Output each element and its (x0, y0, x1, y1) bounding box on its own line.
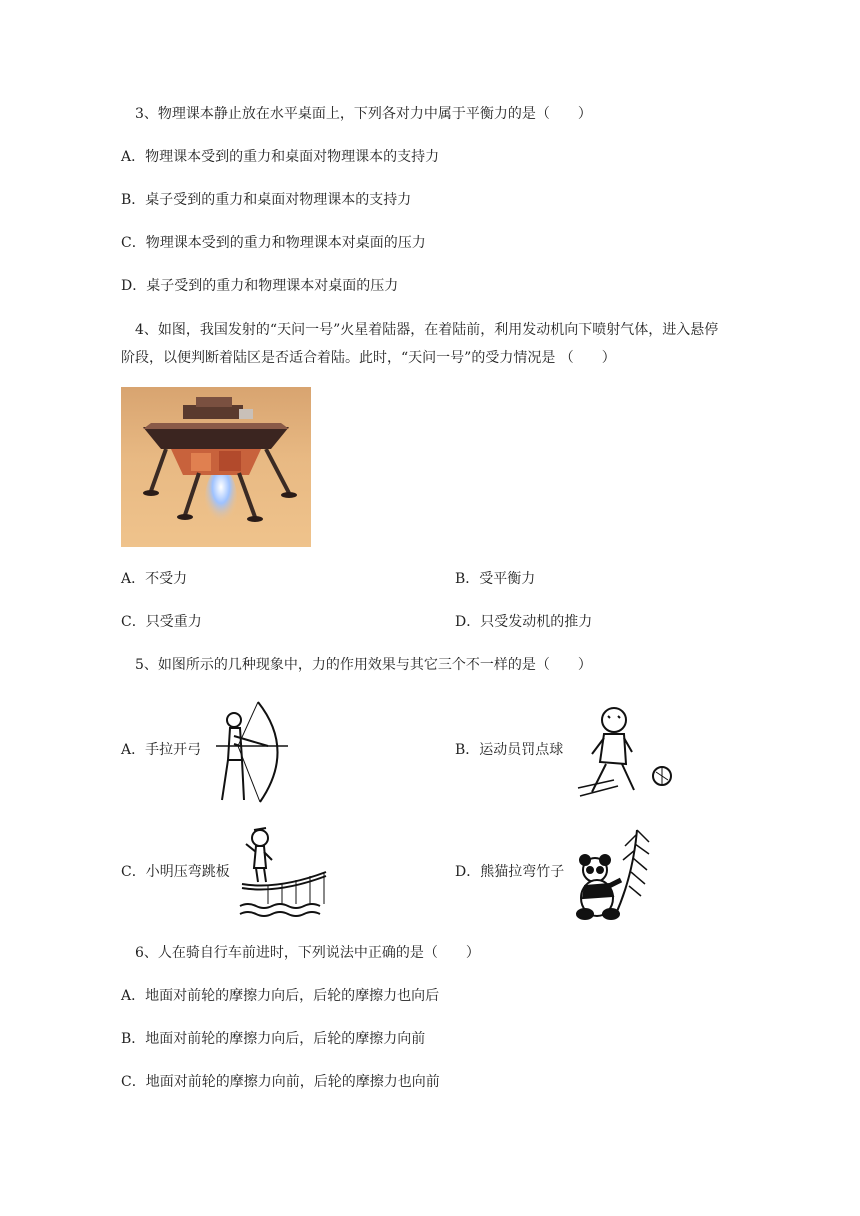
question-3-option-b: B．桌子受到的重力和桌面对物理课本的支持力 (121, 192, 412, 208)
question-4-option-b: B．受平衡力 (455, 571, 536, 587)
question-3-option-d: D．桌子受到的重力和物理课本对桌面的压力 (121, 278, 399, 294)
question-4-option-d: D．只受发动机的推力 (455, 614, 593, 630)
question-6-option-a: A．地面对前轮的摩擦力向后，后轮的摩擦力也向后 (121, 988, 440, 1004)
question-6-stem: 6、人在骑自行车前进时，下列说法中正确的是（ ） (135, 945, 480, 961)
question-5-option-b: B．运动员罚点球 (455, 742, 564, 758)
question-4-stem-line-1: 4、如图，我国发射的“天问一号”火星着陆器，在着陆前，利用发动机向下喷射气体，进入悬停 (135, 322, 719, 338)
question-5-option-d: D．熊猫拉弯竹子 (455, 864, 565, 880)
question-3-stem: 3、物理课本静止放在水平桌面上，下列各对力中属于平衡力的是（ ） (135, 106, 592, 122)
question-3-option-a: A．物理课本受到的重力和桌面对物理课本的支持力 (121, 149, 440, 165)
question-5-option-a: A．手拉开弓 (121, 742, 202, 758)
mars-lander-illustration (121, 387, 311, 547)
archer-pulling-bow-image (208, 700, 290, 804)
question-4-stem-line-2: 阶段，以便判断着陆区是否适合着陆。此时，“天问一号”的受力情况是 （ ） (121, 350, 616, 366)
panda-bending-bamboo-image (575, 826, 657, 922)
boy-bending-springboard-image (238, 824, 328, 920)
question-4-option-a: A．不受力 (121, 571, 188, 587)
player-kicking-ball-image (574, 702, 678, 802)
question-5-stem: 5、如图所示的几种现象中，力的作用效果与其它三个不一样的是（ ） (135, 657, 592, 673)
question-6-option-b: B．地面对前轮的摩擦力向后，后轮的摩擦力向前 (121, 1031, 426, 1047)
question-4-option-c: C．只受重力 (121, 614, 202, 630)
question-3-option-c: C．物理课本受到的重力和物理课本对桌面的压力 (121, 235, 426, 251)
question-5-option-c: C．小明压弯跳板 (121, 864, 230, 880)
question-6-option-c: C．地面对前轮的摩擦力向前，后轮的摩擦力也向前 (121, 1074, 440, 1090)
mars-lander-image (121, 387, 311, 547)
